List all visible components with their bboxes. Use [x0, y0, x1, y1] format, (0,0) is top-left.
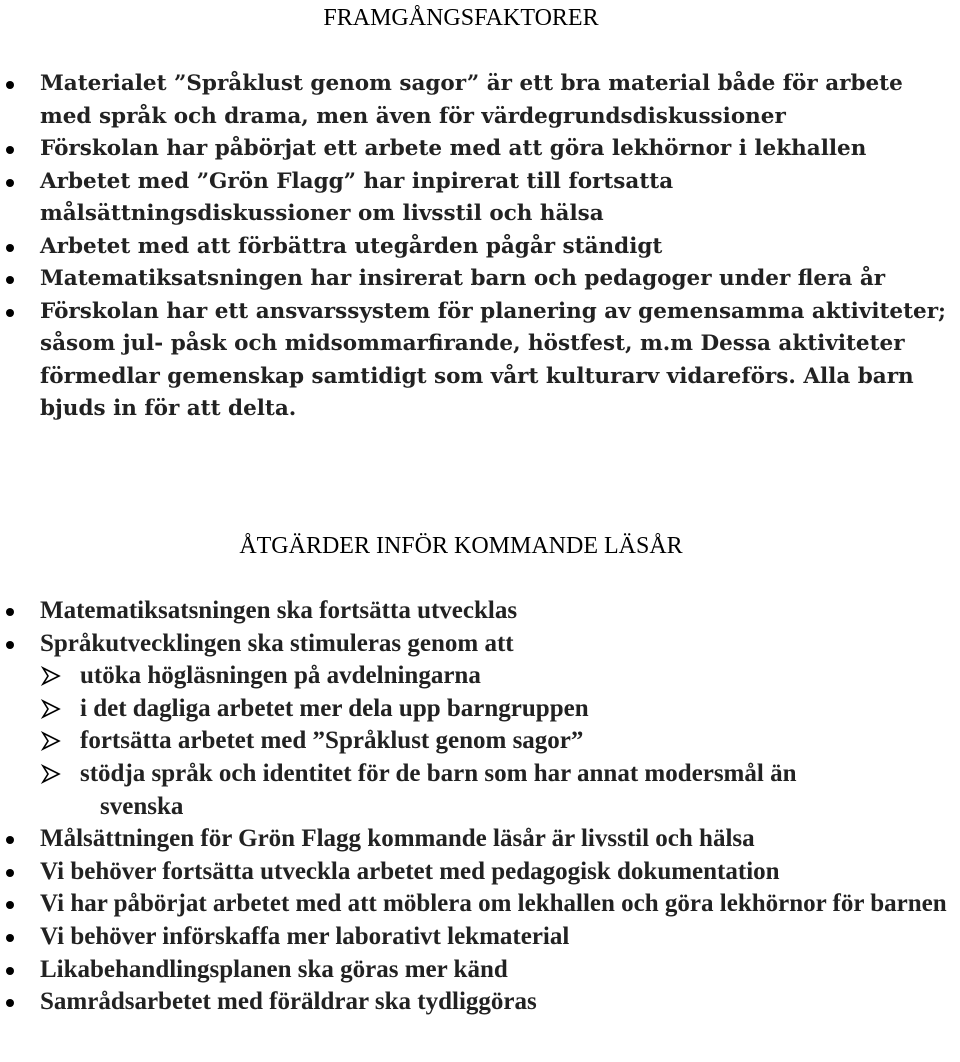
- bullet-icon: [6, 934, 14, 942]
- arrowhead-bullet-icon: [40, 763, 62, 785]
- list-item: Arbetet med ”Grön Flagg” har inpirerat till fortsatta målsättningsdiskussioner om livsstil och hälsa: [0, 166, 960, 231]
- arrowhead-bullet-icon: [40, 730, 62, 752]
- arrowhead-bullet-icon: [40, 665, 62, 687]
- list-item: Förskolan har påbörjat ett arbete med att göra lekhörnor i lekhallen: [0, 133, 960, 166]
- section-title-actions-next-year: ÅTGÄRDER INFÖR KOMMANDE LÄSÅR: [239, 533, 683, 559]
- arrowhead-bullet-icon: [40, 698, 62, 720]
- section-title-success-factors: FRAMGÅNGSFAKTORER: [323, 5, 599, 31]
- sub-list-item: fortsätta arbetet med ”Språklust genom sagor”: [40, 725, 960, 758]
- bullet-icon: [6, 309, 14, 317]
- sub-list-item: utöka högläsningen på avdelningarna: [40, 660, 960, 693]
- bullet-icon: [6, 641, 14, 649]
- list-item: Vi behöver införskaffa mer laborativt lekmaterial: [0, 921, 960, 954]
- list-item: Vi har påbörjat arbetet med att möblera om lekhallen och göra lekhörnor för barnen: [0, 888, 960, 921]
- bullet-icon: [6, 81, 14, 89]
- bullet-icon: [6, 244, 14, 252]
- list-item: Matematiksatsningen har insirerat barn och pedagoger under flera år: [0, 263, 960, 296]
- bullet-icon: [6, 608, 14, 616]
- list-item: Arbetet med att förbättra utegården pågår ständigt: [0, 231, 960, 264]
- sub-list-item-continuation: svenska: [100, 792, 184, 820]
- list-item: Språkutvecklingen ska stimuleras genom att utöka högläsningen på avdelningarna i det dagliga arbetet mer dela upp barngruppen fortsätta arbetet med ”Språklust genom sagor” stödja språk och identitet för de barn som har annat modersmål än svenska: [0, 628, 960, 824]
- bullet-icon: [6, 967, 14, 975]
- bullet-icon: [6, 999, 14, 1007]
- bullet-icon: [6, 179, 14, 187]
- list-item: Matematiksatsningen ska fortsätta utvecklas: [0, 595, 960, 628]
- bullet-icon: [6, 869, 14, 877]
- language-development-sublist: [40, 660, 960, 823]
- success-factors-list: [0, 68, 960, 426]
- list-item: Likabehandlingsplanen ska göras mer känd: [0, 954, 960, 987]
- list-item: Materialet ”Språklust genom sagor” är ett bra material både för arbete med språk och drama, men även för värdegrundsdiskussioner: [0, 68, 960, 133]
- list-item: Samrådsarbetet med föräldrar ska tydliggöras: [0, 986, 960, 1019]
- list-item: Vi behöver fortsätta utveckla arbetet med pedagogisk dokumentation: [0, 856, 960, 889]
- actions-list: [0, 595, 960, 1019]
- list-item: Förskolan har ett ansvarssystem för planering av gemensamma aktiviteter; såsom jul- påsk och midsommarfirande, höstfest, m.m Dessa aktiviteter förmedlar gemenskap samtidigt som vårt kulturarv vidareförs. Alla barn bjuds in för att delta.: [0, 296, 960, 426]
- bullet-icon: [6, 836, 14, 844]
- bullet-icon: [6, 146, 14, 154]
- bullet-icon: [6, 901, 14, 909]
- list-item: Målsättningen för Grön Flagg kommande läsår är livsstil och hälsa: [0, 823, 960, 856]
- sub-list-item: stödja språk och identitet för de barn som har annat modersmål än svenska: [40, 758, 960, 823]
- bullet-icon: [6, 276, 14, 284]
- sub-list-item: i det dagliga arbetet mer dela upp barngruppen: [40, 693, 960, 726]
